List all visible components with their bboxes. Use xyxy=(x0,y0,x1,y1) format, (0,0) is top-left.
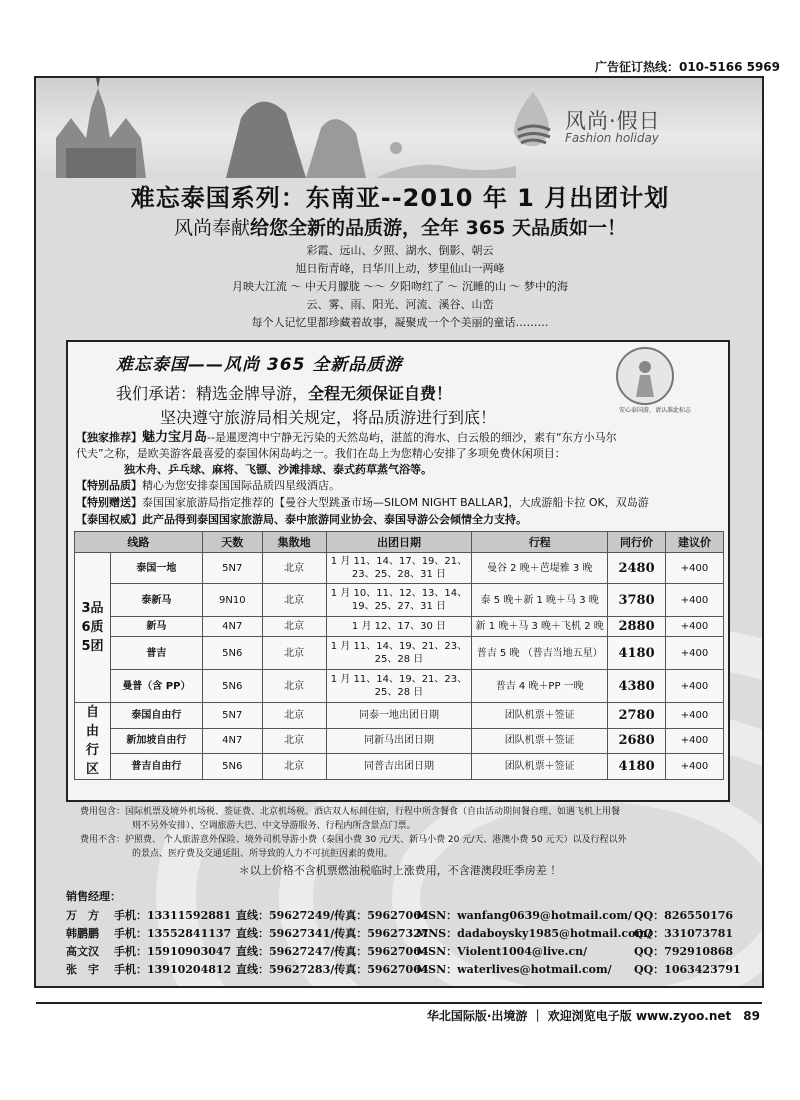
dates-cell: 同新马出团日期 xyxy=(326,728,472,754)
suggest-cell: +400 xyxy=(666,617,724,637)
contact-tel: 直线：59627283/传真：59627064 xyxy=(236,963,429,976)
column-header: 天数 xyxy=(202,532,262,553)
poem-line: 彩霞、远山、夕照、湖水、倒影、朝云 xyxy=(306,244,494,257)
dates-cell: 1 月 11、14、19、21、23、25、28 日 xyxy=(326,670,472,703)
days-cell: 5N7 xyxy=(202,703,262,729)
suggest-cell: +400 xyxy=(666,637,724,670)
table-row xyxy=(75,637,724,670)
contact-row xyxy=(66,925,766,941)
contact-msn[interactable]: MNS：dadaboysky1985@hotmail.com/ xyxy=(416,927,652,940)
seal-caption: 安心泰国游，请认准此标志 xyxy=(618,407,691,414)
subtitle xyxy=(40,213,760,240)
route-cell: 泰新马 xyxy=(110,584,202,617)
trip-cell: 团队机票＋签证 xyxy=(472,754,608,780)
table-row xyxy=(75,703,724,729)
trip-cell: 团队机票＋签证 xyxy=(472,703,608,729)
fee-text: 费用不含：护照费、 个人旅游意外保险、境外司机导游小费（泰国小费 30 元/天、新马小费 20 元/天、港澳小费 50 元天）以及行程以外 xyxy=(80,835,627,845)
price-cell: 2480 xyxy=(608,553,666,584)
column-header: 集散地 xyxy=(262,532,326,553)
city-cell: 北京 xyxy=(262,670,326,703)
days-cell: 4N7 xyxy=(202,617,262,637)
poem-line: 旭日衔青峰，日华川上动，梦里仙山一两峰 xyxy=(295,262,505,275)
dates-cell: 同泰一地出团日期 xyxy=(326,703,472,729)
dates-cell: 1 月 11、14、17、19、21、23、25、28、31 日 xyxy=(326,553,472,584)
feature-quality xyxy=(76,478,726,494)
city-cell: 北京 xyxy=(262,637,326,670)
thai-temple-image xyxy=(36,78,516,178)
thai-guide-seal-icon xyxy=(616,347,674,405)
suggest-cell: +400 xyxy=(666,553,724,584)
ad-hotline: 广告征订热线：010-5166 5969 xyxy=(594,60,780,74)
city-cell: 北京 xyxy=(262,584,326,617)
price-cell: 2880 xyxy=(608,617,666,637)
table-row xyxy=(75,754,724,780)
feature-tag: 【特别品质】 xyxy=(76,479,142,492)
contact-mobile: 手机：15910903047 xyxy=(114,945,232,958)
contact-name: 高文汉 xyxy=(66,945,99,958)
logo-name: 风尚·假日 xyxy=(565,109,661,133)
fee-included xyxy=(80,805,720,833)
table-row xyxy=(75,670,724,703)
poem-line: 每个人记忆里都珍藏着故事，凝聚成一个个美丽的童话……… xyxy=(251,316,549,329)
dates-cell: 同普吉出团日期 xyxy=(326,754,472,780)
promise-line-2: 坚决遵守旅游局相关规定，将品质游进行到底！ xyxy=(160,408,497,427)
contact-row xyxy=(66,907,766,923)
feature-tag: 【泰国权威】 xyxy=(76,513,142,526)
contact-qq: QQ：1063423791 xyxy=(634,963,741,976)
table-header-row xyxy=(75,532,724,553)
feature-text: 此产品得到泰国国家旅游局、泰中旅游同业协会、泰国导游公会倾情全力支持。 xyxy=(142,513,527,526)
trip-cell: 新 1 晚＋马 3 晚＋飞机 2 晚 xyxy=(472,617,608,637)
feature-text: 独木舟、乒乓球、麻将、飞镖、沙滩排球、泰式药草蒸气浴等。 xyxy=(124,463,432,476)
days-cell: 5N6 xyxy=(202,670,262,703)
feature-gift xyxy=(76,495,726,511)
feature-authority xyxy=(76,512,726,528)
fee-text: 的景点、医疗费及交通延阻、所导致的人力不可抗拒因素的费用。 xyxy=(132,849,394,859)
contact-msn[interactable]: MSN：waterlives@hotmail.com/ xyxy=(416,963,612,976)
contact-tel: 直线：59627341/传真：59627327 xyxy=(236,927,429,940)
suggest-cell: +400 xyxy=(666,703,724,729)
contact-row xyxy=(66,961,766,977)
contact-name: 韩鹏鹏 xyxy=(66,927,99,940)
days-cell: 5N6 xyxy=(202,637,262,670)
fashion-holiday-logo-mark xyxy=(508,90,558,148)
table-row xyxy=(75,728,724,754)
route-cell: 泰国一地 xyxy=(110,553,202,584)
suggest-cell: +400 xyxy=(666,754,724,780)
price-cell: 4180 xyxy=(608,754,666,780)
logo-subtitle: Fashion holiday xyxy=(565,131,659,145)
contact-qq: QQ：792910868 xyxy=(634,945,734,958)
contact-msn[interactable]: MSN：Violent1004@live.cn/ xyxy=(416,945,588,958)
contact-name: 万 方 xyxy=(66,909,99,922)
group-text: 自由行区 xyxy=(85,705,99,777)
dates-cell: 1 月 12、17、30 日 xyxy=(326,617,472,637)
city-cell: 北京 xyxy=(262,754,326,780)
group-label xyxy=(75,553,111,703)
contact-msn[interactable]: MSN：wanfang0639@hotmail.com/ xyxy=(416,909,632,922)
days-cell: 5N7 xyxy=(202,553,262,584)
feature-text: 精心为您安排泰国国际品质四星级酒店。 xyxy=(142,479,340,492)
contact-mobile: 手机：13910204812 xyxy=(114,963,232,976)
feature-text: --是暹逻湾中宁静无污染的天然岛屿，湛蓝的海水、白云般的细沙，素有“东方小马尔 xyxy=(207,431,617,444)
feature-exclusive xyxy=(76,430,726,478)
column-header: 线路 xyxy=(75,532,203,553)
city-cell: 北京 xyxy=(262,703,326,729)
price-cell: 3780 xyxy=(608,584,666,617)
route-cell: 普吉自由行 xyxy=(110,754,202,780)
product-title: 难忘泰国——风尚 365 全新品质游 xyxy=(116,355,403,375)
subtitle-bold: 给您全新的品质游，全年 365 天品质如一！ xyxy=(250,217,626,239)
column-header: 行程 xyxy=(472,532,608,553)
seal-figure-icon xyxy=(618,349,672,403)
group-text: 3品6质5团 xyxy=(81,601,104,654)
contact-row xyxy=(66,943,766,959)
column-header: 出团日期 xyxy=(326,532,472,553)
trip-cell: 曼谷 2 晚＋芭堤雅 3 晚 xyxy=(472,553,608,584)
table-row xyxy=(75,553,724,584)
table-row xyxy=(75,584,724,617)
suggest-cell: +400 xyxy=(666,728,724,754)
table-row xyxy=(75,617,724,637)
column-header: 建议价 xyxy=(666,532,724,553)
footer-divider xyxy=(36,1002,762,1004)
fee-text: 费用包含：国际机票及境外机场税、签证费、北京机场税、酒店双人标间住宿，行程中所含餐食（自由活动期间餐自理、如遇飞机上用餐 xyxy=(80,807,621,817)
price-cell: 2780 xyxy=(608,703,666,729)
contact-name: 张 宇 xyxy=(66,963,99,976)
feature-text: 泰国国家旅游局指定推荐的【曼谷大型跳蚤市场—SILOM NIGHT BALLAR】，大成游船卡拉 OK，双岛游 xyxy=(142,496,649,509)
dates-cell: 1 月 10、11、12、13、14、19、25、27、31 日 xyxy=(326,584,472,617)
route-cell: 新加坡自由行 xyxy=(110,728,202,754)
page-title: 难忘泰国系列：东南亚--2010 年 1 月出团计划 xyxy=(130,184,670,212)
contact-qq: QQ：331073781 xyxy=(634,927,734,940)
promise-line xyxy=(116,381,452,404)
fee-excluded xyxy=(80,833,720,861)
contact-tel: 直线：59627247/传真：59627064 xyxy=(236,945,429,958)
price-cell: 2680 xyxy=(608,728,666,754)
city-cell: 北京 xyxy=(262,728,326,754)
feature-tag: 【独家推荐】 xyxy=(76,431,142,444)
feature-text: 代夫”之称，是欧美游客最喜爱的泰国休闲岛屿之一。我们在岛上为您精心安排了多项免费休闲项目： xyxy=(76,447,566,460)
route-cell: 泰国自由行 xyxy=(110,703,202,729)
trip-cell: 普吉 4 晚＋PP 一晚 xyxy=(472,670,608,703)
dates-cell: 1 月 11、14、19、21、23、25、28 日 xyxy=(326,637,472,670)
promise-bold: 全程无须保证自费！ xyxy=(308,384,453,403)
contact-qq: QQ：826550176 xyxy=(634,909,734,922)
days-cell: 4N7 xyxy=(202,728,262,754)
route-cell: 新马 xyxy=(110,617,202,637)
page-footer: 华北国际版·出境游 ｜ 欢迎浏览电子版 www.zyoo.net 89 xyxy=(426,1009,760,1023)
island-name: 魅力宝月岛 xyxy=(142,430,208,445)
trip-cell: 泰 5 晚＋新 1 晚＋马 3 晚 xyxy=(472,584,608,617)
poem-line: 云、雾、雨、阳光、河流、溪谷、山峦 xyxy=(306,298,494,311)
days-cell: 9N10 xyxy=(202,584,262,617)
city-cell: 北京 xyxy=(262,617,326,637)
price-cell: 4180 xyxy=(608,637,666,670)
contact-mobile: 手机：13552841137 xyxy=(114,927,232,940)
suggest-cell: +400 xyxy=(666,670,724,703)
feature-tag: 【特别赠送】 xyxy=(76,496,142,509)
trip-cell: 普吉 5 晚 （普吉当地五星） xyxy=(472,637,608,670)
city-cell: 北京 xyxy=(262,553,326,584)
suggest-cell: +400 xyxy=(666,584,724,617)
route-cell: 曼普（含 PP） xyxy=(110,670,202,703)
group-label xyxy=(75,703,111,780)
sales-manager-label: 销售经理： xyxy=(66,890,121,903)
trip-cell: 团队机票＋签证 xyxy=(472,728,608,754)
fee-text: 则不另外安排）、空调旅游大巴、中文导游服务、行程内所含景点门票。 xyxy=(132,821,416,831)
route-cell: 普吉 xyxy=(110,637,202,670)
price-note: ＊以上价格不含机票燃油税临时上涨费用，不含港澳段旺季房差 ！ xyxy=(238,864,562,877)
promise-lead: 我们承诺：精选金牌导游， xyxy=(116,384,309,403)
route-table xyxy=(74,531,724,780)
contact-mobile: 手机：13311592881 xyxy=(114,909,232,922)
subtitle-lead: 风尚奉献 xyxy=(174,217,251,239)
column-header: 同行价 xyxy=(608,532,666,553)
price-cell: 4380 xyxy=(608,670,666,703)
poem-line: 月映大江流 ～ 中天月朦胧 ～～ 夕阳吻红了 ～ 沉睡的山 ～ 梦中的海 xyxy=(232,280,568,293)
days-cell: 5N6 xyxy=(202,754,262,780)
contact-tel: 直线：59627249/传真：59627064 xyxy=(236,909,429,922)
